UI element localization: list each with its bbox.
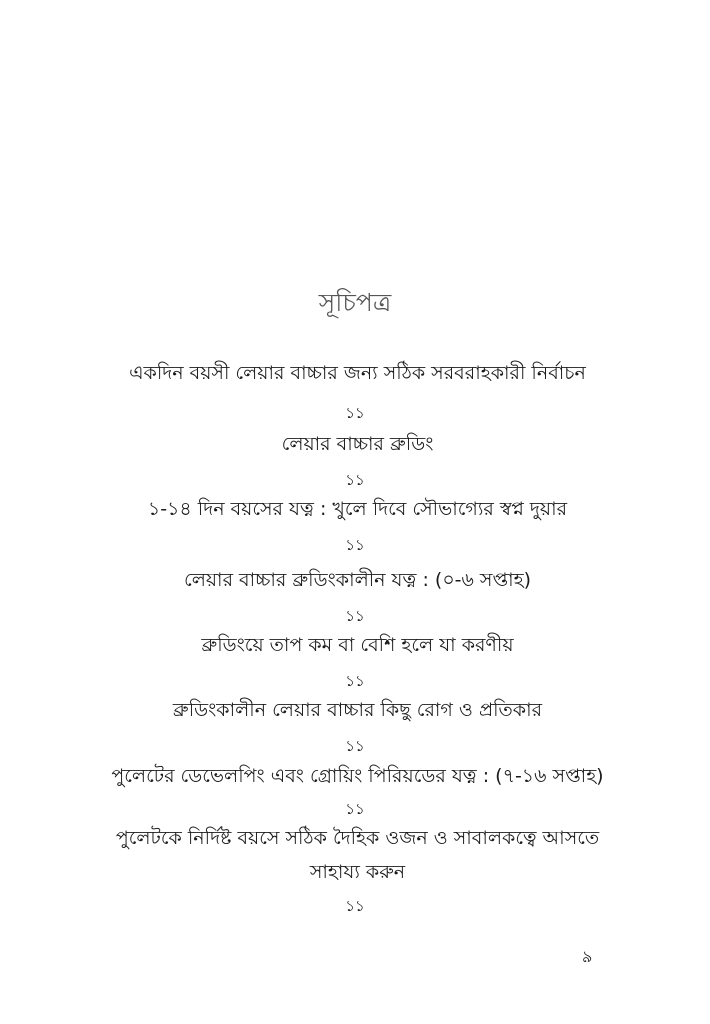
toc-entry-title: একদিন বয়সী লেয়ার বাচ্চার জন্য সঠিক সরবরাহকারী নির্বাচন bbox=[129, 362, 586, 384]
toc-entry-page: ১১ bbox=[345, 536, 365, 554]
toc-entry-page: ১১ bbox=[345, 737, 365, 755]
toc-entry-page: ১১ bbox=[345, 607, 365, 625]
page-title: সূচিপত্র bbox=[318, 288, 392, 317]
toc-entry-page: ১১ bbox=[345, 672, 365, 690]
toc-entry-page: ১১ bbox=[345, 897, 365, 915]
toc-entry-page: ১১ bbox=[345, 800, 365, 818]
toc-entry-title: পুলেটের ডেভেলপিং এবং গ্রোয়িং পিরিয়ডের যত্ন : (৭-১৬ সপ্তাহ) bbox=[111, 765, 604, 787]
toc-entry-title: ব্রুডিংয়ে তাপ কম বা বেশি হলে যা করণীয় bbox=[201, 634, 514, 656]
toc-entry-page: ১১ bbox=[345, 404, 365, 422]
toc-entry-title: লেয়ার বাচ্চার ব্রুডিংকালীন যত্ন : (০-৬ সপ্তাহ) bbox=[184, 569, 531, 591]
toc-entry-page: ১১ bbox=[345, 471, 365, 489]
toc-entry-title: ব্রুডিংকালীন লেয়ার বাচ্চার কিছু রোগ ও প্রতিকার bbox=[172, 699, 543, 721]
page-number: ৯ bbox=[582, 947, 593, 966]
toc-entry-title: লেয়ার বাচ্চার ব্রুডিং bbox=[281, 433, 434, 455]
toc-entry-title: পুলেটকে নির্দিষ্ট বয়সে সঠিক দৈহিক ওজন ও সাবালকত্বে আসতে সাহায্য করুন bbox=[115, 827, 600, 883]
toc-entry-title: ১-১৪ দিন বয়সের যত্ন : খুলে দিবে সৌভাগ্যের স্বপ্ন দুয়ার bbox=[147, 498, 568, 520]
